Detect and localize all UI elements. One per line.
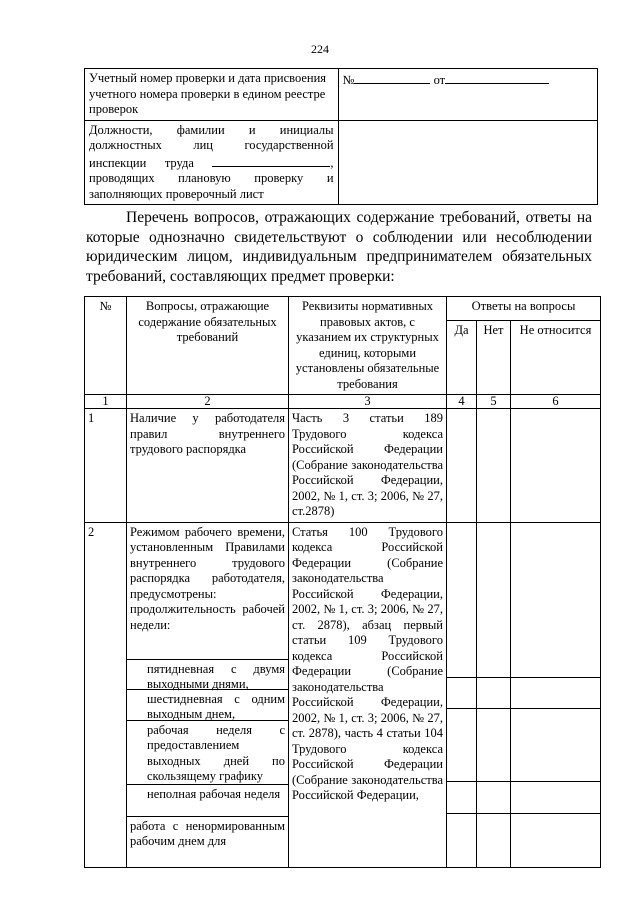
row1-yes-cell[interactable] (447, 409, 477, 523)
header-no: Нет (477, 321, 511, 395)
checklist-table (84, 296, 601, 868)
page-number: 224 (311, 42, 329, 56)
row2-no-cell-4[interactable] (477, 782, 510, 814)
row1-requisites: Часть 3 статьи 189 Трудового кодекса Российской Федерации (Собрание законодательства Российской Федерации, 2002, № 1, ст. 3; 2006, № 27, ст.2878) (289, 409, 447, 523)
row2-no-cell-3[interactable] (477, 709, 510, 782)
number-blank (354, 71, 430, 84)
inspection-number-value (338, 69, 597, 121)
table-row-1 (85, 409, 601, 523)
row2-yes-cell-2[interactable] (447, 678, 476, 709)
table-header-row (85, 297, 601, 321)
col-number-4: 4 (447, 395, 477, 409)
row2-no-cell-5[interactable] (477, 814, 510, 864)
inspectors-value (338, 120, 597, 205)
row1-num: 1 (85, 409, 127, 523)
inspectors-blank (212, 154, 330, 167)
inspectors-label: Должности, фамилии и инициалы должностных лиц государственной инспекции труда , проводящих плановую проверку и заполняющих проверочный лист (85, 120, 339, 205)
row1-question: Наличие у работодателя правил внутреннего трудового распорядка (127, 409, 289, 523)
row2-sub4: неполная рабочая неделя (127, 785, 288, 817)
row2-na-cell-1[interactable] (511, 523, 600, 678)
table-row-2 (85, 522, 601, 867)
row2-no-cell-2[interactable] (477, 678, 510, 709)
row1-na-cell[interactable] (511, 409, 601, 523)
row2-na-cell-3[interactable] (511, 709, 600, 782)
from-label: от (433, 73, 446, 87)
row2-sub1: пятидневная с двумя выходными днями, (127, 660, 288, 690)
header-num: № (85, 297, 127, 395)
col-number-5: 5 (477, 395, 511, 409)
date-blank (445, 71, 549, 84)
row2-yes-col (447, 522, 477, 867)
row2-na-cell-5[interactable] (511, 814, 600, 864)
header-requisites: Реквизиты нормативных правовых актов, с указанием их структурных единиц, которыми установлены обязательные требования (289, 297, 447, 395)
row2-num: 2 (85, 522, 127, 867)
row1-no-cell[interactable] (477, 409, 511, 523)
header-yes: Да (447, 321, 477, 395)
row2-yes-cell-3[interactable] (447, 709, 476, 782)
row2-yes-cell-4[interactable] (447, 782, 476, 814)
col-number-3: 3 (289, 395, 447, 409)
inspection-number-label: Учетный номер проверки и дата присвоения учетного номера проверки в едином реестре проверок (85, 69, 339, 121)
col-number-6: 6 (511, 395, 601, 409)
row2-na-cell-4[interactable] (511, 782, 600, 814)
row2-na-col (511, 522, 601, 867)
checklist-heading: Перечень вопросов, отражающих содержание требований, ответы на которые однозначно свидетельствуют о соблюдении или несоблюдении юридическим лицом, индивидуальным предпринимателем обязательных требований, составляющих предмет проверки: (86, 209, 592, 285)
row2-question (127, 522, 289, 867)
header-answers: Ответы на вопросы (447, 297, 601, 321)
row2-yes-cell-1[interactable] (447, 523, 476, 678)
row2-sub3: рабочая неделя с предоставлением выходных дней по скользящему графику (127, 721, 288, 785)
inspection-info-table (84, 68, 598, 205)
row2-no-cell-1[interactable] (477, 523, 510, 678)
row2-na-cell-2[interactable] (511, 678, 600, 709)
column-numbers-row (85, 395, 601, 409)
number-sign: № (342, 73, 355, 87)
inspection-number-row (85, 69, 598, 121)
row2-sub2: шестидневная с одним выходным днем, (127, 690, 288, 721)
col-number-1: 1 (85, 395, 127, 409)
row2-no-col (477, 522, 511, 867)
inspectors-row (85, 120, 598, 205)
row2-question-main: Режимом рабочего времени, установленным Правилами внутреннего трудового распорядка работодателя, предусмотрены: продолжительность рабочей недели: (127, 523, 288, 660)
row2-sub5: работа с ненормированным рабочим днем для (130, 818, 285, 848)
header-question: Вопросы, отражающие содержание обязательных требований (127, 297, 289, 395)
col-number-2: 2 (127, 395, 289, 409)
row2-yes-cell-5[interactable] (447, 814, 476, 864)
header-na: Не относится (511, 321, 601, 395)
row2-requisites: Статья 100 Трудового кодекса Российской Федерации (Собрание законодательства Российской Федерации, 2002, № 1, ст. 3; 2006, № 27, ст. 2878), абзац первый статьи 109 Трудового кодекса Российской Федерации (Собрание законодательства Российской Федерации, 2002, № 1, ст. 3; 2006, № 27, ст. 2878), часть 4 статьи 104 Трудового кодекса Российской Федерации (Собрание законодательства Российской Федерации, (289, 522, 447, 867)
